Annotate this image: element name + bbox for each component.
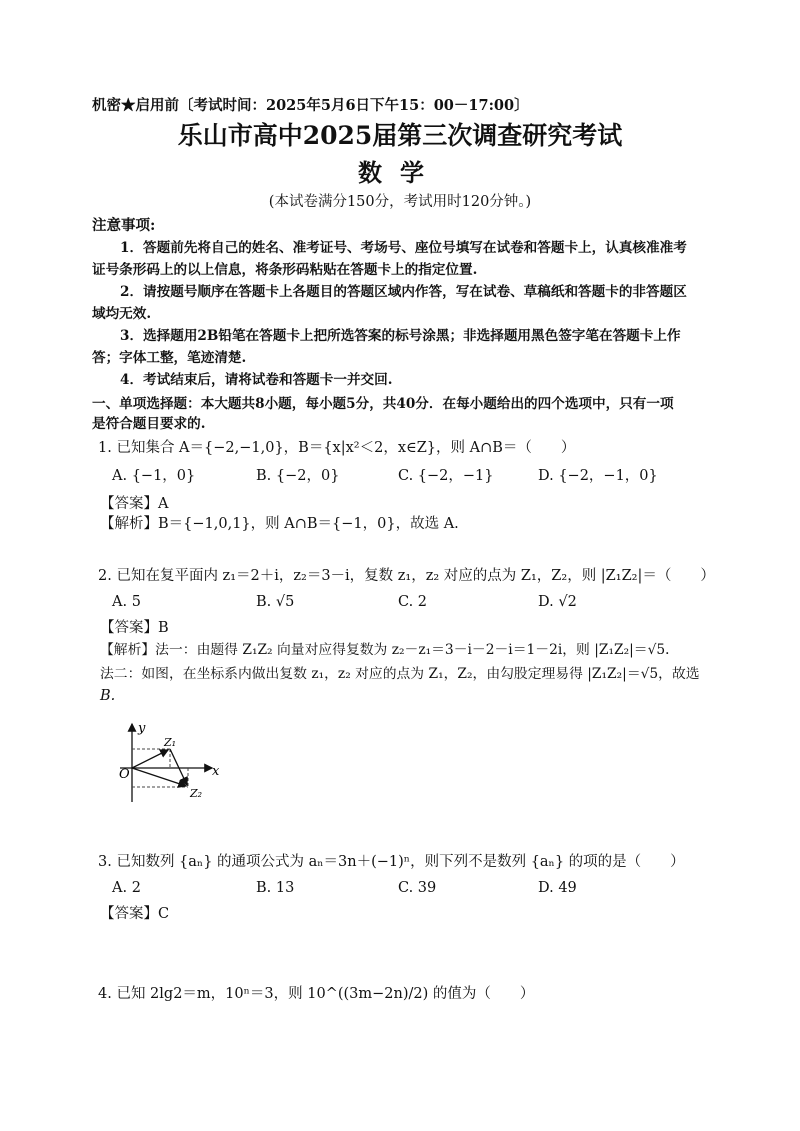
vector-z1z2: [170, 749, 187, 785]
q2-answer: 【答案】B: [100, 620, 169, 636]
notice-item2-line1: 2．请按题号顺序在答题卡上各题目的答题区域内作答，写在试卷、草稿纸和答题卡的非答题区: [120, 284, 687, 300]
q2-option-a: A. 5: [112, 594, 141, 610]
notice-item1-line1: 1．答题前先将自己的姓名、准考证号、考场号、座位号填写在试卷和答题卡上，认真核准准考: [120, 240, 687, 256]
q1-answer: 【答案】A: [100, 496, 169, 512]
q1-option-a: A. {−1，0}: [112, 468, 196, 484]
confidential-line: 机密★启用前〔考试时间：2025年5月6日下午15：00－17:00〕: [92, 97, 529, 114]
x-axis-label: x: [212, 764, 220, 779]
q2-analysis-line3: B.: [100, 688, 116, 704]
notice-item1-line2: 证号条形码上的以上信息，将条形码粘贴在答题卡上的指定位置.: [92, 262, 478, 278]
q3-option-c: C. 39: [398, 880, 437, 896]
q3-option-a: A. 2: [112, 880, 141, 896]
q3-option-d: D. 49: [538, 880, 577, 896]
notice-item3-line1: 3．选择题用2B铅笔在答题卡上把所选答案的标号涂黑；非选择题用黑色签字笔在答题卡上作: [120, 328, 681, 344]
notice-item3-line2: 答；字体工整，笔迹清楚.: [92, 350, 247, 366]
origin-label: O: [119, 767, 130, 782]
q3-answer: 【答案】C: [100, 906, 170, 922]
notice-heading: 注意事项:: [92, 217, 156, 234]
q3-option-b: B. 13: [256, 880, 295, 896]
y-axis-label: y: [138, 721, 146, 736]
q4-stem: 4. 已知 2lg2＝m，10ⁿ＝3，则 10^((3m−2n)/2) 的值为（ ）: [98, 986, 535, 1002]
exam-note: (本试卷满分150分，考试用时120分钟。): [268, 194, 532, 210]
q2-analysis-line2: 法二：如图，在坐标系内做出复数 z₁，z₂ 对应的点为 Z₁，Z₂，由勾股定理易得 |Z₁Z₂|＝√5，故选: [100, 666, 700, 682]
q2-analysis-line1: 【解析】法一：由题得 Z₁Z₂ 向量对应得复数为 z₂－z₁＝3－i－2－i＝1－2i，则 |Z₁Z₂|＝√5．: [100, 642, 679, 658]
q1-analysis: 【解析】B＝{−1,0,1}，则 A∩B＝{−1，0}，故选 A.: [100, 516, 459, 532]
notice-item2-line2: 域均无效.: [92, 306, 152, 322]
exam-subject: 数学: [358, 158, 442, 187]
q1-option-d: D. {−2，−1，0}: [538, 468, 658, 484]
q1-option-c: C. {−2，−1}: [398, 468, 494, 484]
q2-option-d: D. √2: [538, 594, 577, 610]
vector-oz1: [132, 750, 168, 768]
z2-label: Z₂: [190, 787, 203, 800]
q2-option-c: C. 2: [398, 594, 428, 610]
section1-line1: 一、单项选择题：本大题共8小题，每小题5分，共40分．在每小题给出的四个选项中，只有一项: [92, 396, 674, 412]
q1-stem: 1. 已知集合 A＝{−2,−1,0}，B＝{x|x²＜2，x∈Z}，则 A∩B＝（ ）: [98, 440, 576, 456]
q2-option-b: B. √5: [256, 594, 295, 610]
notice-item4: 4．考试结束后，请将试卷和答题卡一并交回.: [120, 372, 393, 388]
q2-stem: 2. 已知在复平面内 z₁＝2＋i，z₂＝3－i，复数 z₁，z₂ 对应的点为 Z₁，Z₂，则 |Z₁Z₂|＝（ ）: [98, 568, 715, 584]
q3-stem: 3. 已知数列 {aₙ} 的通项公式为 aₙ＝3n＋(−1)ⁿ，则下列不是数列 {aₙ} 的项的是（ ）: [98, 854, 685, 870]
vector-oz2: [132, 768, 186, 786]
q1-option-b: B. {−2，0}: [256, 468, 340, 484]
section1-line2: 是符合题目要求的.: [92, 416, 206, 432]
complex-plane-figure: [112, 718, 232, 808]
z1-label: Z₁: [164, 736, 177, 749]
exam-title: 乐山市高中2025届第三次调查研究考试: [177, 121, 623, 150]
